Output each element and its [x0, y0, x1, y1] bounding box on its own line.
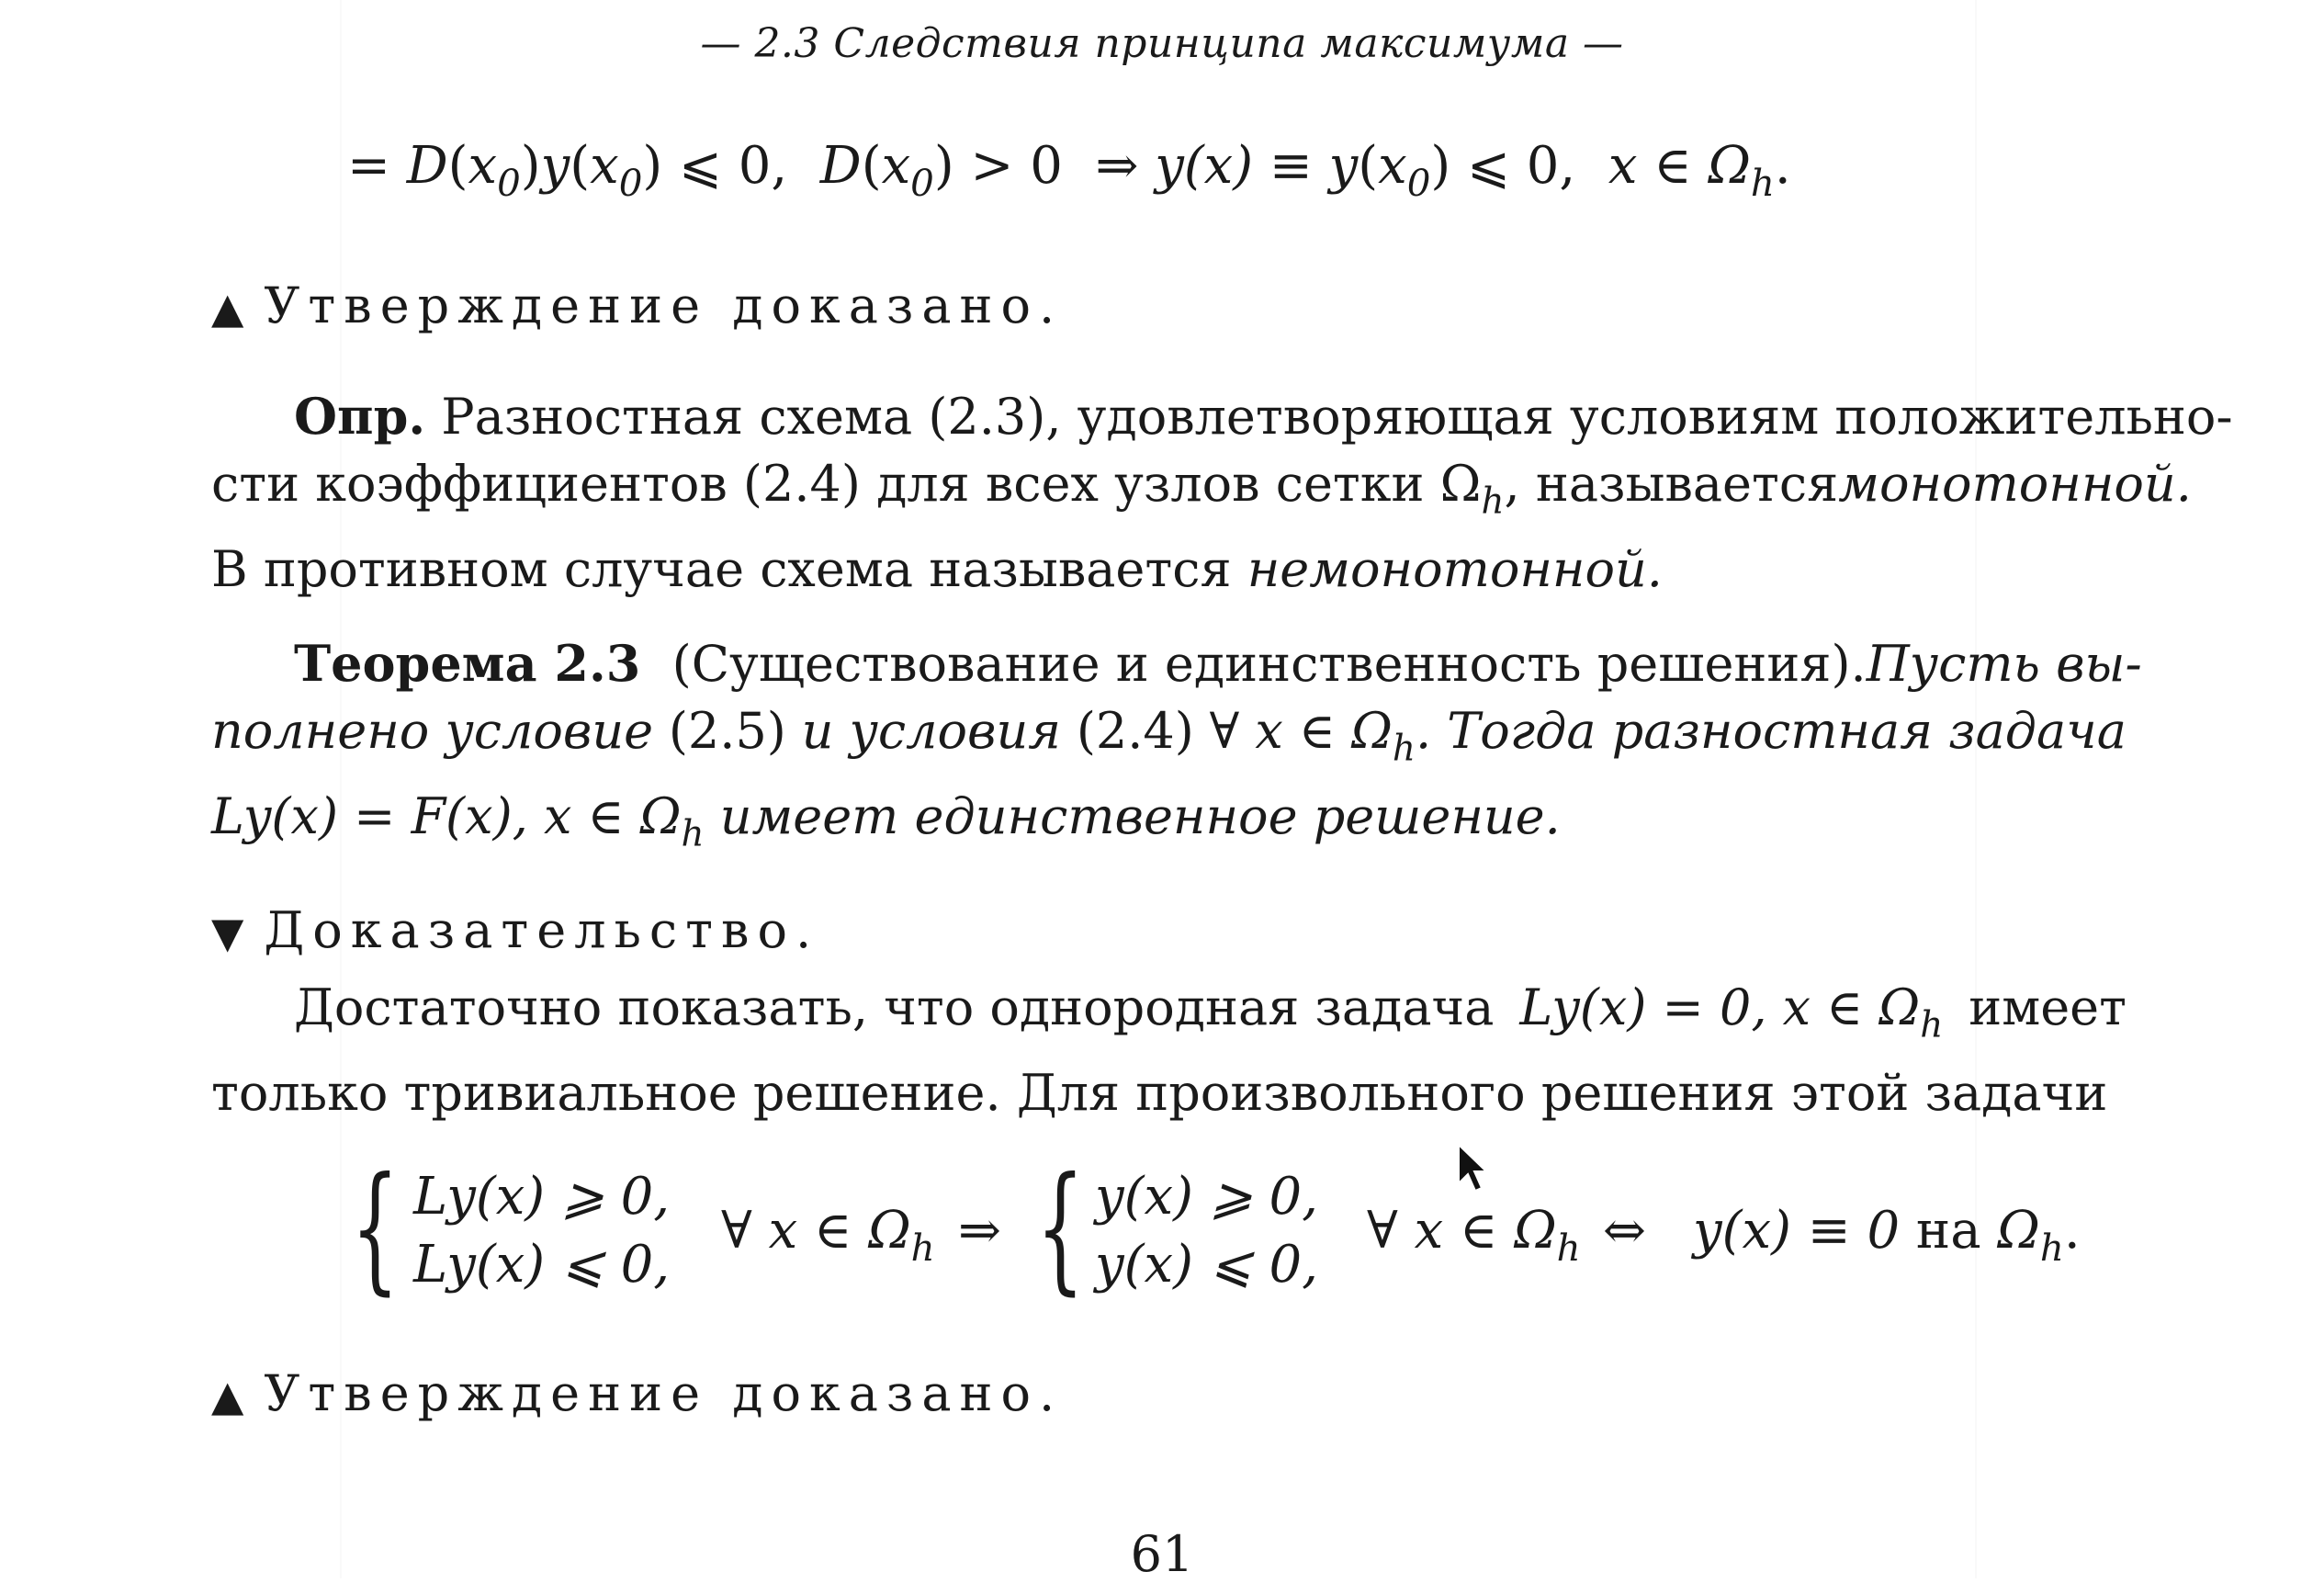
arrow-cursor-icon — [1457, 1143, 1488, 1194]
equation-top: = $D(x_0)y(x_0)$ ⩽ 0, $D(x_0) > 0$ ⇒ $y(x) \equiv y(x_0)$ ⩽ 0, x ∈ $\Omega_h$. — [347, 136, 1791, 206]
theorem-label: Теорема 2.3 — [294, 634, 641, 693]
qed-statement: ▲ Утверждение доказано. — [211, 272, 1063, 342]
running-head: — 2.3 Следствия принципа максимума — — [700, 20, 1624, 67]
system-equation: { Ly(x) ⩾ 0, Ly(x) ⩽ 0, ∀ x ∈ $\Omega_h$ ⇒ { y(x) ⩾ 0, y(x) ⩽ 0, ∀ x ∈ $\Omega_h$ ⇔ y(x) ≡ 0 на $\Omega_h$. — [351, 1148, 2081, 1308]
triangle-down-icon: ▼ — [211, 908, 244, 957]
definition-label: Опр. — [294, 387, 426, 446]
proof-heading: ▼ Доказательство. — [211, 897, 819, 967]
definition-paragraph: Опр. Разностная схема (2.3), удовлетворяющая условиям положительно- сти коэффициентов (2.4) для всех узлов сетки $\Omega_h$, называется монотонной. В противном случае схема называется немонотонной. — [211, 387, 2233, 598]
qed-statement-2: ▲ Утверждение доказано. — [211, 1360, 1063, 1430]
triangle-up-icon: ▲ — [211, 283, 244, 333]
proof-paragraph: Достаточно показать, что однородная задача Ly(x) = 0, x ∈ $\Omega_h$ имеет только тривиальное решение. Для произвольного решения этой задачи — [211, 978, 2127, 1122]
left-brace: { — [351, 1148, 400, 1308]
page-number: 61 — [1130, 1525, 1194, 1583]
theorem-paragraph: Теорема 2.3 (Существование и единственность решения). Пусть вы- полнено условие (2.5) и условия (2.4) ∀ x ∈ $\Omega_h$. Тогда разностная задача Ly(x) = F(x), x ∈ $\Omega_h$ имеет единственное решение. — [211, 634, 2142, 855]
triangle-up-icon: ▲ — [211, 1371, 244, 1420]
right-brace: { — [1036, 1148, 1085, 1308]
